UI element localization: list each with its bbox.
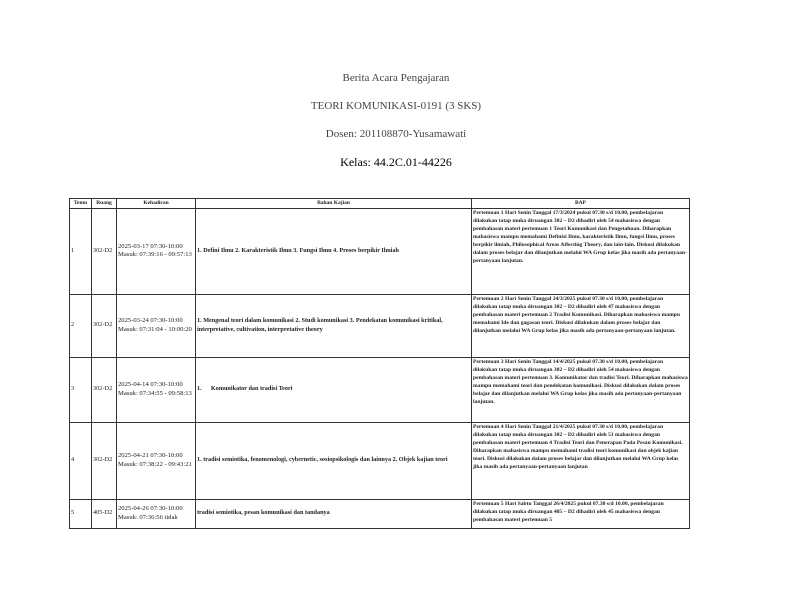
cell-temu: 2 (70, 294, 92, 357)
cell-temu: 1 (70, 208, 92, 294)
document-title: Berita Acara Pengajaran (342, 72, 450, 84)
cell-bap: Pertemuan 3 Hari Senin Tanggal 14/4/2025 pukul 07.30 s/d 10.00, pembelajaran dilakukan tatap muka diruangan 302 – D2 dihadiri oleh 54 mahasiswa dengan pembahasan materi pertemuan 3. Komunikator dan tradisi Teori. Diharapkan mahasiswa mampu memahami teori dan pendekatan komunikasi. Diskusi dilakukan dalam proses belajar dan dilanjutkan melalui WA Grup kelas jika masih ada pertanyaan-pertanyaan lanjutan. (472, 357, 690, 422)
col-header-kehadiran: Kehadiran (117, 199, 196, 209)
bap-table (69, 198, 690, 529)
table-row (70, 357, 690, 422)
cell-bap: Pertemuan 4 Hari Senin Tanggal 21/4/2025 pukul 07.30 s/d 10.00, pembelajaran dilakukan tatap muka diruangan 302 – D2 dihadiri oleh 51 mahasiswa dengan pembahasan materi pertemuan 4 Tradisi Teori dan Penerapan Pada Pesan Komunikasi. Diharapkan mahasiswa mampu memahami tradisi teori komunikasi dan objek kajian teori. Diskusi dilakukan dalam proses belajar dan dilanjutkan melalui WA Grup kelas jika masih ada pertanyaan-pertanyaan lanjutan (472, 422, 690, 499)
cell-bap: Pertemuan 5 Hari Sabtu Tanggal 26/4/2025 pukul 07.30 s/d 10.00, pembelajaran dilakukan tatap muka diruangan 405 – D2 dihadiri oleh 45 mahasiswa dengan pembahasan materi pertemuan 5 (472, 499, 690, 528)
cell-temu: 3 (70, 357, 92, 422)
cell-temu: 5 (70, 499, 92, 528)
course-name: TEORI KOMUNIKASI-0191 (3 SKS) (310, 100, 482, 112)
table-row (70, 499, 690, 528)
cell-bahan-kajian: 1. Defini Ilmu 2. Karakteristik Ilmu 3. Fungsi Ilmu 4. Proses berpikir Ilmiah (196, 208, 472, 294)
col-header-bahan-kajian: Bahan Kajian (196, 199, 472, 209)
cell-bahan-kajian: 1. tradisi semiotika, fenomenologi, cybernetic, sosiopsikologis dan lainnya 2. Objek kajian teori (196, 422, 472, 499)
lecturer-name: Dosen: 201108870-Yusamawati (325, 128, 467, 140)
cell-ruang: 302-D2 (92, 208, 117, 294)
cell-ruang: 302-D2 (92, 294, 117, 357)
cell-kehadiran: 2025-04-14 07:30-10:00 Masuk: 07:34:55 - 09:58:13 (117, 357, 196, 422)
class-code: Kelas: 44.2C.01-44226 (340, 155, 452, 169)
cell-bahan-kajian: 1. Komunikator dan tradisi Teori (196, 357, 472, 422)
cell-bap: Pertemuan 2 Hari Senin Tanggal 24/3/2025 pukul 07.30 s/d 10.00, pembelajaran dilakukan tatap muka diruangan 302 – D2 dihadiri oleh 47 mahasiswa dengan pembahasan materi pertemuan 2 Tradisi Komunikasi. Diharapkan mahasiswa mampu memahami Ide dan gagasan teori. Diskusi dilakukan dalam proses belajar dan dilanjutkan melalui WA Grup kelas jika masih ada pertanyaan-pertanyaan lanjutan. (472, 294, 690, 357)
table-header-row (70, 199, 690, 209)
cell-ruang: 302-D2 (92, 422, 117, 499)
col-header-ruang: Ruang (92, 199, 117, 209)
cell-ruang: 302-D2 (92, 357, 117, 422)
cell-kehadiran: 2025-04-21 07:30-10:00 Masuk: 07:38:22 - 09:43:21 (117, 422, 196, 499)
table-row (70, 422, 690, 499)
cell-temu: 4 (70, 422, 92, 499)
col-header-bap: BAP (472, 199, 690, 209)
cell-kehadiran: 2025-03-24 07:30-10:00 Masuk: 07:31:04 - 10:00:20 (117, 294, 196, 357)
cell-kehadiran: 2025-03-17 07:30-10:00 Masuk: 07:39:16 - 09:57:13 (117, 208, 196, 294)
cell-bahan-kajian: 1. Mengenal teori dalam komunikasi 2. Studi komunikasi 3. Pendekatan komunikasi kritikal, interpretative, cultivation, interpretative theory (196, 294, 472, 357)
cell-kehadiran: 2025-04-26 07:30-10:00 Masuk: 07:36:56 tidak (117, 499, 196, 528)
table-row (70, 208, 690, 294)
cell-bap: Pertemuan 1 Hari Senin Tanggal 17/3/2024 pukul 07.30 s/d 10.00, pembelajaran dilakukan tatap muka diruangan 302 – D2 dihadiri oleh 54 mahasiswa dengan pembahasan materi pertemuan 1 Teori Komunikasi dan Pengetahuan. Diharapkan mahasiswa mampu memahami Definisi Ilmu, karakteristik Ilmu, fungsi Ilmu, proses berpikir ilmiah, Philosophical Areas Affecting Theory, dan lain-lain. Diskusi dilakukan dalam proses belajar dan dilanjutkan melalui WA Grup kelas jika masih ada pertanyaan-pertanyaan lanjutan. (472, 208, 690, 294)
table-row (70, 294, 690, 357)
col-header-temu: Temu (70, 199, 92, 209)
cell-bahan-kajian: tradisi semiotika, pesan komunikasi dan tandanya (196, 499, 472, 528)
cell-ruang: 405-D2 (92, 499, 117, 528)
